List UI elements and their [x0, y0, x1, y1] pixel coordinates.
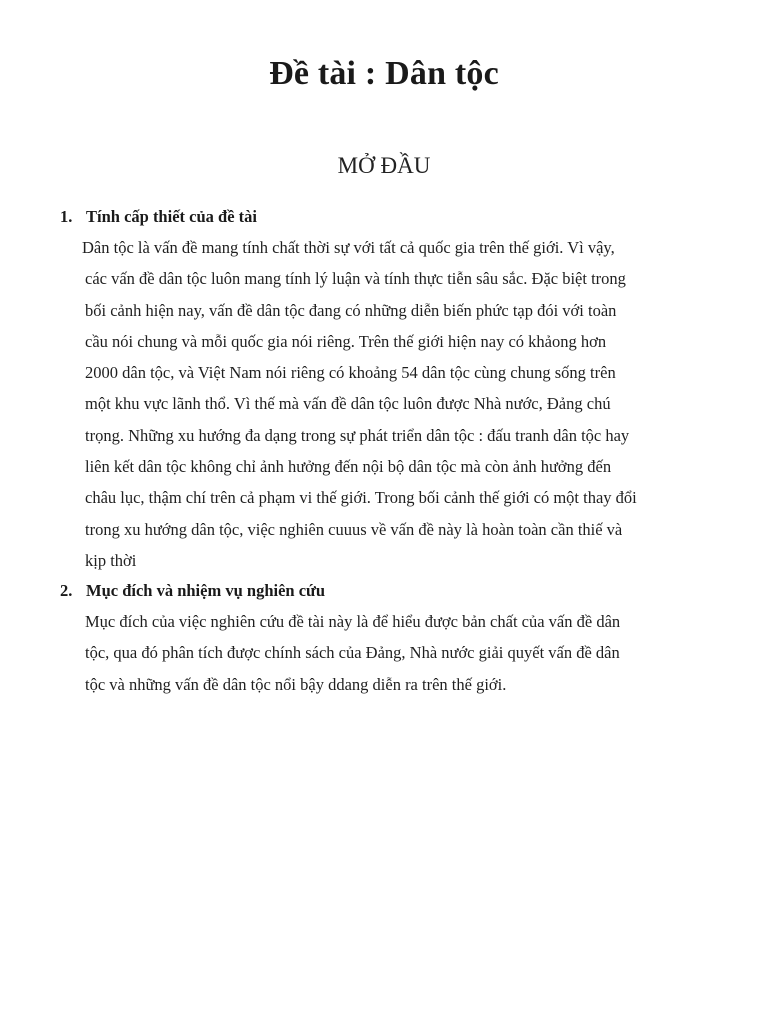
- section-2-number: 2.: [60, 581, 73, 600]
- paragraph-line: tộc và những vấn đề dân tộc nổi bậy ddang diễn ra trên thế giới.: [85, 674, 507, 694]
- section-2: [60, 576, 700, 700]
- section-2-heading: [60, 576, 700, 606]
- section-2-heading-text: Mục đích và nhiệm vụ nghiên cứu: [86, 581, 326, 600]
- paragraph-line: 2000 dân tộc, và Việt Nam nói riêng có khoảng 54 dân tộc cùng chung sống trên: [85, 363, 616, 383]
- paragraph-line: tộc, qua đó phân tích được chính sách của Đảng, Nhà nước giải quyết vấn đề dân: [85, 643, 620, 663]
- paragraph-line: các vấn đề dân tộc luôn mang tính lý luận và tính thực tiễn sâu sắc. Đặc biệt trong: [85, 269, 626, 289]
- section-1-paragraph: [60, 232, 700, 576]
- paragraph-line: kịp thời: [85, 550, 137, 570]
- paragraph-line: cầu nói chung và mỗi quốc gia nói riêng. Trên thế giới hiện nay có khảong hơn: [85, 331, 607, 351]
- paragraph-line: trọng. Những xu hướng đa dạng trong sự phát triển dân tộc : đấu tranh dân tộc hay: [85, 425, 630, 445]
- paragraph-line: liên kết dân tộc không chỉ ảnh hưởng đến nội bộ dân tộc mà còn ảnh hưởng đến: [85, 457, 612, 477]
- section-1-number: 1.: [60, 207, 73, 226]
- paragraph-line: một khu vực lãnh thổ. Vì thế mà vấn đề dân tộc luôn được Nhà nước, Đảng chú: [85, 394, 611, 414]
- section-1: [60, 202, 700, 576]
- paragraph-line: Dân tộc là vấn đề mang tính chất thời sự với tất cả quốc gia trên thế giới. Vì vậy,: [82, 238, 615, 257]
- paragraph-line: bối cảnh hiện nay, vấn đề dân tộc đang có những diễn biến phức tạp đói với toàn: [85, 300, 617, 320]
- paragraph-line: châu lục, thậm chí trên cả phạm vi thế giới. Trong bối cảnh thế giới có một thay đổi: [85, 488, 637, 508]
- document-title: Đề tài : Dân tộc: [269, 55, 499, 92]
- paragraph-line: Mục đích của việc nghiên cứu đề tài này là để hiểu được bản chất của vấn đề dân: [85, 612, 621, 631]
- paragraph-line: trong xu hướng dân tộc, việc nghiên cuuus về vấn đề này là hoàn toàn cần thiế và: [85, 519, 623, 539]
- section-title-intro: MỞ ĐẦU: [337, 153, 431, 178]
- section-1-heading-text: Tính cấp thiết của đề tài: [86, 207, 257, 226]
- section-1-heading: [60, 202, 700, 232]
- section-2-paragraph: [60, 606, 700, 700]
